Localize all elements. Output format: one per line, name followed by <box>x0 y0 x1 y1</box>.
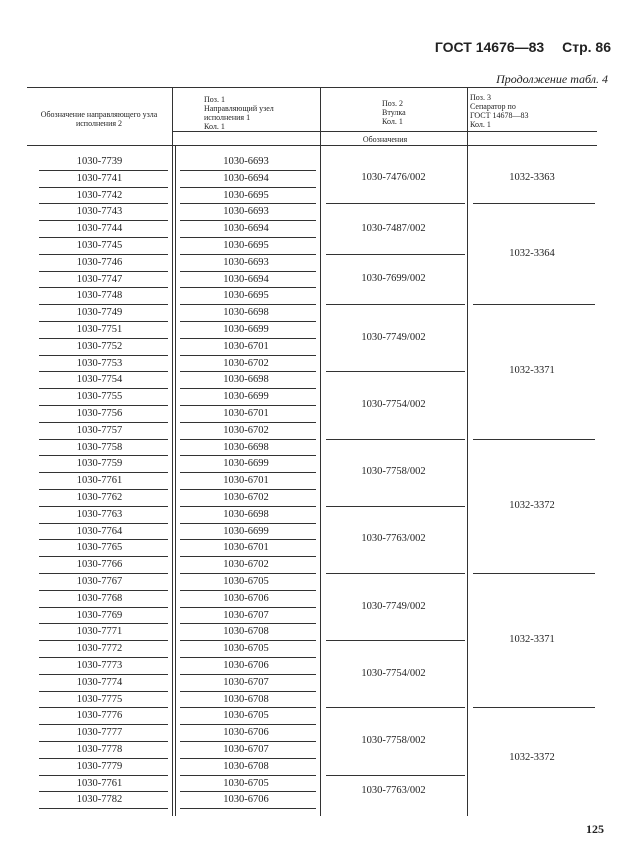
row-rule-col1 <box>39 539 168 540</box>
row-rule-col2 <box>180 405 316 406</box>
row-rule-col1 <box>39 405 168 406</box>
row-rule-col1 <box>39 556 168 557</box>
col2-cell: 1030-6693 <box>223 156 269 167</box>
row-rule-col1 <box>39 220 168 221</box>
col2-cell: 1030-6702 <box>223 424 269 436</box>
row-rule-col2 <box>180 321 316 322</box>
row-rule-col1 <box>39 791 168 792</box>
row-rule-col1 <box>39 741 168 742</box>
row-rule-col1 <box>39 573 168 574</box>
row-rule-col2 <box>180 422 316 423</box>
col1-cell: 1030-7774 <box>76 676 123 688</box>
col4-cell: 1032-3371 <box>509 634 555 646</box>
col1-cell: 1030-7751 <box>76 324 123 335</box>
row-rule-col1 <box>39 237 168 238</box>
row-rule-col2 <box>180 808 316 809</box>
col3-cell: 1030-7758/002 <box>361 735 426 746</box>
col2-cell: 1030-6693 <box>223 206 269 218</box>
col3-cell: 1030-7754/002 <box>361 667 426 679</box>
col3-cell: 1030-7758/002 <box>361 466 426 478</box>
row-rule-col2 <box>180 539 316 540</box>
row-rule-col1 <box>39 607 168 608</box>
col1-cell: 1030-7763 <box>76 508 123 520</box>
col3-cell: 1030-7763/002 <box>361 533 426 545</box>
row-rule-col2 <box>180 590 316 591</box>
col3-cell: 1030-7487/002 <box>361 222 426 234</box>
row-rule-col2 <box>180 338 316 339</box>
row-rule-col2 <box>180 355 316 356</box>
col1-cell: 1030-7741 <box>76 172 123 184</box>
col2-cell: 1030-6707 <box>223 609 269 621</box>
col2-cell: 1030-6701 <box>223 542 269 554</box>
row-rule-col1 <box>39 254 168 255</box>
col2-cell: 1030-6695 <box>223 290 269 302</box>
col4-cell: 1032-3363 <box>509 172 555 184</box>
col3-group-rule <box>326 707 465 708</box>
row-rule-col2 <box>180 304 316 305</box>
row-rule-col1 <box>39 422 168 423</box>
col2-cell: 1030-6699 <box>223 324 269 335</box>
header-bottom-rule <box>27 145 597 146</box>
col3-group-rule <box>326 203 465 204</box>
col3-cell: 1030-7749/002 <box>361 331 426 343</box>
col2-cell: 1030-6701 <box>223 340 269 352</box>
col2-cell: 1030-6706 <box>223 592 269 604</box>
col3-group-rule <box>326 254 465 255</box>
row-rule-col1 <box>39 674 168 675</box>
row-rule-col1 <box>39 472 168 473</box>
col1-cell: 1030-7761 <box>76 777 123 789</box>
col2-cell: 1030-6698 <box>223 508 269 520</box>
col2-cell: 1030-6695 <box>223 240 269 251</box>
col1-cell: 1030-7775 <box>76 693 123 705</box>
row-rule-col2 <box>180 741 316 742</box>
row-rule-col1 <box>39 304 168 305</box>
row-rule-col2 <box>180 187 316 188</box>
col1-cell: 1030-7766 <box>76 559 123 571</box>
col4-group-rule <box>473 203 595 204</box>
col1-cell: 1030-7745 <box>76 240 123 251</box>
row-rule-col2 <box>180 388 316 389</box>
col4-header: Поз. 3 Сепаратор по ГОСТ 14678—83 Кол. 1 <box>470 93 529 129</box>
row-rule-col2 <box>180 623 316 624</box>
row-rule-col2 <box>180 439 316 440</box>
row-rule-col1 <box>39 657 168 658</box>
col2-cell: 1030-6706 <box>223 727 269 739</box>
col1-cell: 1030-7744 <box>76 223 123 235</box>
col1-cell: 1030-7757 <box>76 424 123 436</box>
row-rule-col1 <box>39 489 168 490</box>
table-top-rule <box>27 87 597 88</box>
col4-group-rule <box>473 707 595 708</box>
col2-cell: 1030-6708 <box>223 760 269 772</box>
row-rule-col2 <box>180 237 316 238</box>
col2-cell: 1030-6705 <box>223 643 269 655</box>
row-rule-col2 <box>180 724 316 725</box>
row-rule-col1 <box>39 170 168 171</box>
col4-cell: 1032-3372 <box>509 499 555 511</box>
row-rule-col1 <box>39 707 168 708</box>
row-rule-col1 <box>39 439 168 440</box>
col2-cell: 1030-6707 <box>223 676 269 688</box>
continuation-note: Продолжение табл. 4 <box>496 72 608 86</box>
row-rule-col2 <box>180 203 316 204</box>
row-rule-col2 <box>180 640 316 641</box>
col1-cell: 1030-7782 <box>76 794 123 806</box>
col2-cell: 1030-6705 <box>223 710 269 722</box>
row-rule-col2 <box>180 691 316 692</box>
row-rule-col1 <box>39 691 168 692</box>
col1-cell: 1030-7758 <box>76 441 123 453</box>
col1-cell: 1030-7771 <box>76 626 123 638</box>
col2-cell: 1030-6701 <box>223 408 269 419</box>
row-rule-col1 <box>39 724 168 725</box>
col1-cell: 1030-7772 <box>76 643 123 655</box>
col2-cell: 1030-6701 <box>223 475 269 487</box>
col1-cell: 1030-7765 <box>76 542 123 554</box>
row-rule-col1 <box>39 590 168 591</box>
row-rule-col1 <box>39 775 168 776</box>
col1-cell: 1030-7764 <box>76 525 123 537</box>
col2-cell: 1030-6693 <box>223 256 269 268</box>
col3-cell: 1030-7749/002 <box>361 600 426 612</box>
col1-cell: 1030-7769 <box>76 609 123 621</box>
col-divider-2 <box>320 87 321 816</box>
col1-cell: 1030-7767 <box>76 576 123 587</box>
col1-header: Обозначение направляющего узла исполнения 2 <box>40 110 158 128</box>
col2-cell: 1030-6698 <box>223 307 269 319</box>
col3-cell: 1030-7754/002 <box>361 399 426 410</box>
standard-code: ГОСТ 14676—83 <box>434 39 545 55</box>
col2-cell: 1030-6699 <box>223 525 269 537</box>
col2-cell: 1030-6708 <box>223 626 269 638</box>
col1-cell: 1030-7755 <box>76 391 123 403</box>
row-rule-col1 <box>39 623 168 624</box>
row-rule-col1 <box>39 371 168 372</box>
row-rule-col2 <box>180 489 316 490</box>
col2-cell: 1030-6707 <box>223 744 269 755</box>
row-rule-col2 <box>180 758 316 759</box>
row-rule-col2 <box>180 791 316 792</box>
col2-cell: 1030-6699 <box>223 458 269 470</box>
row-rule-col1 <box>39 758 168 759</box>
col2-cell: 1030-6698 <box>223 441 269 453</box>
col3-group-rule <box>326 304 465 305</box>
row-rule-col2 <box>180 371 316 372</box>
row-rule-col2 <box>180 707 316 708</box>
col1-cell: 1030-7761 <box>76 475 123 487</box>
col-divider-3 <box>467 87 468 816</box>
row-rule-col2 <box>180 607 316 608</box>
col1-cell: 1030-7754 <box>76 374 123 386</box>
col1-cell: 1030-7747 <box>76 273 123 285</box>
col1-cell: 1030-7749 <box>76 307 123 319</box>
row-rule-col1 <box>39 203 168 204</box>
col2-cell: 1030-6698 <box>223 374 269 386</box>
parts-table <box>27 87 597 816</box>
col2-cell: 1030-6705 <box>223 777 269 789</box>
page-number: 125 <box>586 822 604 836</box>
row-rule-col2 <box>180 573 316 574</box>
col3-header: Поз. 2 Втулка Кол. 1 <box>382 99 406 126</box>
col4-cell: 1032-3371 <box>509 365 555 377</box>
col4-cell: 1032-3364 <box>509 247 555 259</box>
col2-cell: 1030-6694 <box>223 223 269 235</box>
row-rule-col1 <box>39 640 168 641</box>
row-rule-col1 <box>39 808 168 809</box>
col2-cell: 1030-6699 <box>223 391 269 403</box>
col2-cell: 1030-6706 <box>223 660 269 671</box>
col1-cell: 1030-7773 <box>76 660 123 671</box>
col1-cell: 1030-7743 <box>76 206 123 218</box>
page-header <box>435 39 611 55</box>
row-rule-col2 <box>180 254 316 255</box>
row-rule-col2 <box>180 657 316 658</box>
col3-cell: 1030-7699/002 <box>361 273 426 284</box>
header-divider <box>172 131 597 132</box>
col2-cell: 1030-6695 <box>223 189 269 201</box>
col2-cell: 1030-6706 <box>223 794 269 806</box>
row-rule-col1 <box>39 388 168 389</box>
col3-group-rule <box>326 506 465 507</box>
designations-subheader: Обозначения <box>362 135 408 144</box>
row-rule-col2 <box>180 455 316 456</box>
col3-group-rule <box>326 573 465 574</box>
col1-cell: 1030-7768 <box>76 592 123 604</box>
row-rule-col2 <box>180 271 316 272</box>
col3-group-rule <box>326 640 465 641</box>
row-rule-col2 <box>180 556 316 557</box>
row-rule-col1 <box>39 455 168 456</box>
col2-header: Поз. 1 Направляющий узел исполнения 1 Кол. 1 <box>204 95 274 131</box>
row-rule-col2 <box>180 523 316 524</box>
col1-cell: 1030-7762 <box>76 492 123 503</box>
col2-cell: 1030-6702 <box>223 357 269 369</box>
col3-group-rule <box>326 439 465 440</box>
page-label: Стр. 86 <box>562 39 611 55</box>
row-rule-col1 <box>39 523 168 524</box>
row-rule-col2 <box>180 674 316 675</box>
row-rule-col2 <box>180 220 316 221</box>
col2-cell: 1030-6702 <box>223 492 269 503</box>
col1-cell: 1030-7759 <box>76 458 123 470</box>
col1-cell: 1030-7739 <box>76 156 123 167</box>
col1-cell: 1030-7777 <box>76 727 123 739</box>
row-rule-col1 <box>39 287 168 288</box>
col1-cell: 1030-7746 <box>76 256 123 268</box>
row-rule-col1 <box>39 355 168 356</box>
row-rule-col2 <box>180 775 316 776</box>
col4-group-rule <box>473 573 595 574</box>
col1-cell: 1030-7776 <box>76 710 123 722</box>
col3-group-rule <box>326 775 465 776</box>
col1-cell: 1030-7752 <box>76 340 123 352</box>
col1-cell: 1030-7756 <box>76 408 123 419</box>
row-rule-col1 <box>39 338 168 339</box>
row-rule-col2 <box>180 472 316 473</box>
col4-cell: 1032-3372 <box>509 751 555 763</box>
row-rule-col1 <box>39 506 168 507</box>
col1-cell: 1030-7778 <box>76 744 123 755</box>
row-rule-col2 <box>180 287 316 288</box>
col1-cell: 1030-7742 <box>76 189 123 201</box>
col4-group-rule <box>473 439 595 440</box>
row-rule-col1 <box>39 187 168 188</box>
col4-group-rule <box>473 304 595 305</box>
row-rule-col2 <box>180 506 316 507</box>
row-rule-col1 <box>39 321 168 322</box>
row-rule-col1 <box>39 271 168 272</box>
col2-cell: 1030-6708 <box>223 693 269 705</box>
row-rule-col2 <box>180 170 316 171</box>
col3-cell: 1030-7476/002 <box>361 172 426 184</box>
col3-group-rule <box>326 371 465 372</box>
col1-cell: 1030-7748 <box>76 290 123 302</box>
col3-cell: 1030-7763/002 <box>361 785 426 797</box>
col1-cell: 1030-7779 <box>76 760 123 772</box>
col1-cell: 1030-7753 <box>76 357 123 369</box>
col2-cell: 1030-6705 <box>223 576 269 587</box>
col2-cell: 1030-6694 <box>223 273 269 285</box>
col2-cell: 1030-6702 <box>223 559 269 571</box>
col2-cell: 1030-6694 <box>223 172 269 184</box>
